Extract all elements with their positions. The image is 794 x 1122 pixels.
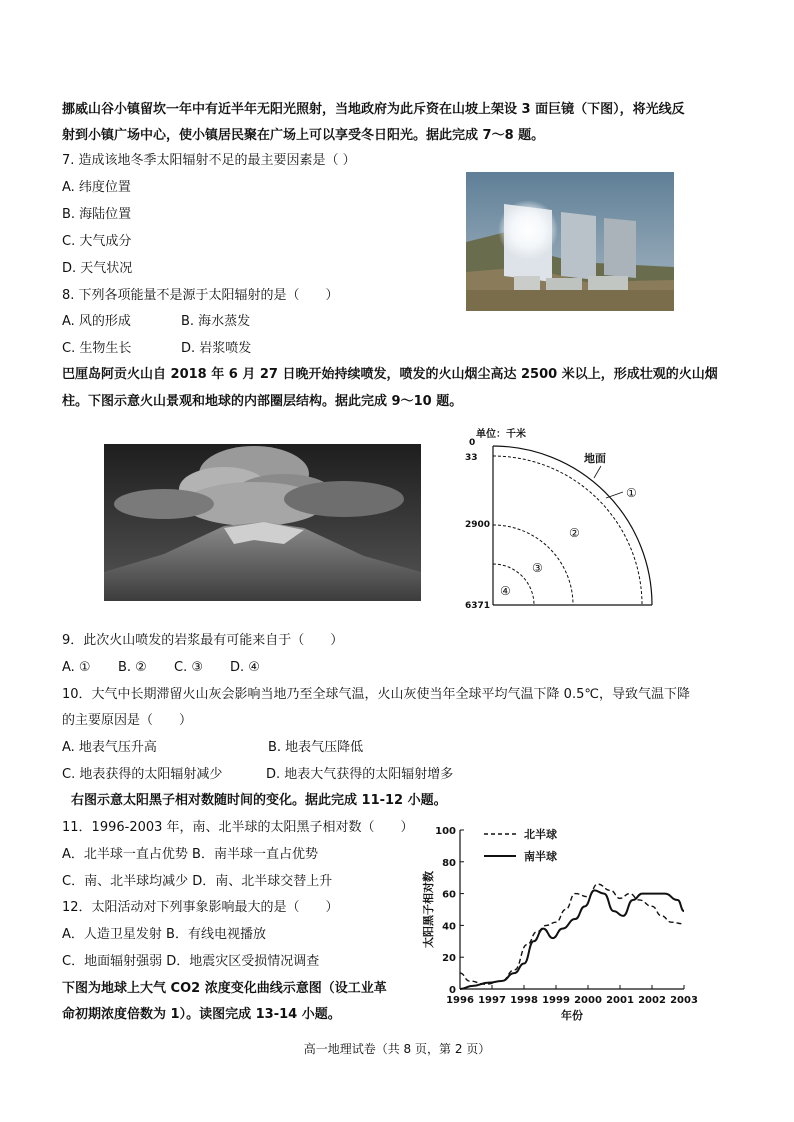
y-tick-label: 0 bbox=[449, 985, 456, 996]
q10-option-c: C. 地表获得的太阳辐射减少 bbox=[62, 767, 223, 782]
q8-option-c: C. 生物生长 bbox=[62, 341, 132, 356]
mirror-photo bbox=[466, 172, 674, 311]
q7-option-c: C. 大气成分 bbox=[62, 234, 132, 249]
q7-option-d: D. 天气状况 bbox=[62, 261, 133, 276]
north-hemisphere-line bbox=[460, 884, 684, 984]
y-tick-label: 60 bbox=[442, 889, 456, 901]
q10-option-d: D. 地表大气获得的太阳辐射增多 bbox=[266, 767, 454, 782]
x-axis-label: 年份 bbox=[561, 1009, 583, 1022]
q9-option-c: C. ③ bbox=[174, 660, 203, 675]
layer-4-label: ④ bbox=[500, 584, 511, 598]
legend-north-label: 北半球 bbox=[524, 828, 557, 841]
passage-4-line-1: 下图为地球上大气 CO2 浓度变化曲线示意图（设工业革 bbox=[62, 981, 387, 996]
passage-2-line-1: 巴厘岛阿贡火山自 2018 年 6 月 27 日晚开始持续喷发，喷发的火山烟尘高达 2500 米以上，形成壮观的火山烟 bbox=[62, 367, 718, 382]
page-footer: 高一地理试卷（共 8 页，第 2 页） bbox=[303, 1042, 491, 1056]
y-tick-label: 20 bbox=[442, 953, 456, 965]
q8-option-b: B. 海水蒸发 bbox=[181, 314, 251, 329]
q9-option-a: A. ① bbox=[62, 660, 91, 675]
x-tick-label: 2001 bbox=[606, 995, 634, 1006]
q10-option-b: B. 地表气压降低 bbox=[268, 740, 364, 755]
question-7-stem: 7. 造成该地冬季太阳辐射不足的最主要因素是（ ） bbox=[62, 153, 356, 168]
y-tick-label: 40 bbox=[442, 921, 456, 933]
passage-2-line-2: 柱。下图示意火山景观和地球的内部圈层结构。据此完成 9～10 题。 bbox=[62, 394, 463, 409]
q11-options-ab: A．北半球一直占优势 B．南半球一直占优势 bbox=[62, 847, 318, 862]
surface-label: 地面 bbox=[584, 452, 606, 465]
question-9-stem: 9．此次火山喷发的岩浆最有可能来自于（ ） bbox=[62, 633, 344, 648]
layer-2-label: ② bbox=[569, 526, 580, 540]
moho-arc bbox=[493, 456, 642, 605]
q7-option-a: A. 纬度位置 bbox=[62, 180, 131, 195]
depth-0: 0 bbox=[469, 438, 476, 448]
earth-interior-diagram bbox=[456, 426, 686, 610]
q8-option-a: A. 风的形成 bbox=[62, 314, 131, 329]
layer-3-label: ③ bbox=[532, 561, 543, 575]
x-tick-label: 1997 bbox=[478, 995, 506, 1006]
question-11-stem: 11．1996-2003 年，南、北半球的太阳黑子相对数（ ） bbox=[62, 820, 414, 835]
passage-1-line-2: 射到小镇广场中心，使小镇居民聚在广场上可以享受冬日阳光。据此完成 7～8 题。 bbox=[62, 128, 545, 143]
q8-option-d: D. 岩浆喷发 bbox=[181, 341, 252, 356]
y-axis-label: 太阳黑子相对数 bbox=[422, 871, 435, 948]
depth-2900: 2900 bbox=[465, 520, 491, 530]
question-12-stem: 12．太阳活动对下列事象影响最大的是（ ） bbox=[62, 900, 339, 915]
q9-option-d: D. ④ bbox=[230, 660, 260, 675]
q7-option-b: B. 海陆位置 bbox=[62, 207, 132, 222]
q12-options-cd: C．地面辐射强弱 D．地震灾区受损情况调查 bbox=[62, 954, 320, 969]
x-tick-label: 2003 bbox=[670, 995, 698, 1006]
sunspot-chart bbox=[418, 818, 704, 1024]
passage-3: 右图示意太阳黑子相对数随时间的变化。据此完成 11-12 小题。 bbox=[71, 793, 447, 808]
q11-options-cd: C．南、北半球均减少 D．南、北半球交替上升 bbox=[62, 874, 333, 889]
y-tick-label: 80 bbox=[442, 857, 456, 869]
volcano-photo bbox=[104, 444, 421, 601]
depth-6371: 6371 bbox=[465, 601, 491, 610]
q9-option-b: B. ② bbox=[118, 660, 147, 675]
x-tick-label: 2000 bbox=[574, 995, 602, 1006]
x-tick-label: 1996 bbox=[446, 995, 474, 1006]
layer-1-label: ① bbox=[626, 486, 637, 500]
passage-1-line-1: 挪威山谷小镇留坎一年中有近半年无阳光照射，当地政府为此斥资在山坡上架设 3 面巨镜（下图），将光线反 bbox=[62, 102, 685, 117]
question-10-line-1: 10．大气中长期滞留火山灰会影响当地乃至全球气温，火山灰使当年全球平均气温下降 0.5℃，导致气温下降 bbox=[62, 687, 690, 702]
diagram-unit-label: 单位：千米 bbox=[476, 429, 526, 440]
q10-option-a: A. 地表气压升高 bbox=[62, 740, 157, 755]
x-tick-label: 1999 bbox=[542, 995, 570, 1006]
question-8-stem: 8. 下列各项能量不是源于太阳辐射的是（ ） bbox=[62, 288, 339, 303]
depth-33: 33 bbox=[465, 453, 478, 463]
x-tick-label: 1998 bbox=[510, 995, 538, 1006]
x-tick-label: 2002 bbox=[638, 995, 666, 1006]
passage-4-line-2: 命初期浓度倍数为 1）。读图完成 13-14 小题。 bbox=[62, 1007, 341, 1022]
south-hemisphere-line bbox=[460, 890, 684, 989]
q12-options-ab: A．人造卫星发射 B．有线电视播放 bbox=[62, 927, 266, 942]
question-10-line-2: 的主要原因是（ ） bbox=[62, 713, 193, 728]
legend-south-label: 南半球 bbox=[524, 850, 557, 863]
y-tick-label: 100 bbox=[435, 826, 456, 837]
